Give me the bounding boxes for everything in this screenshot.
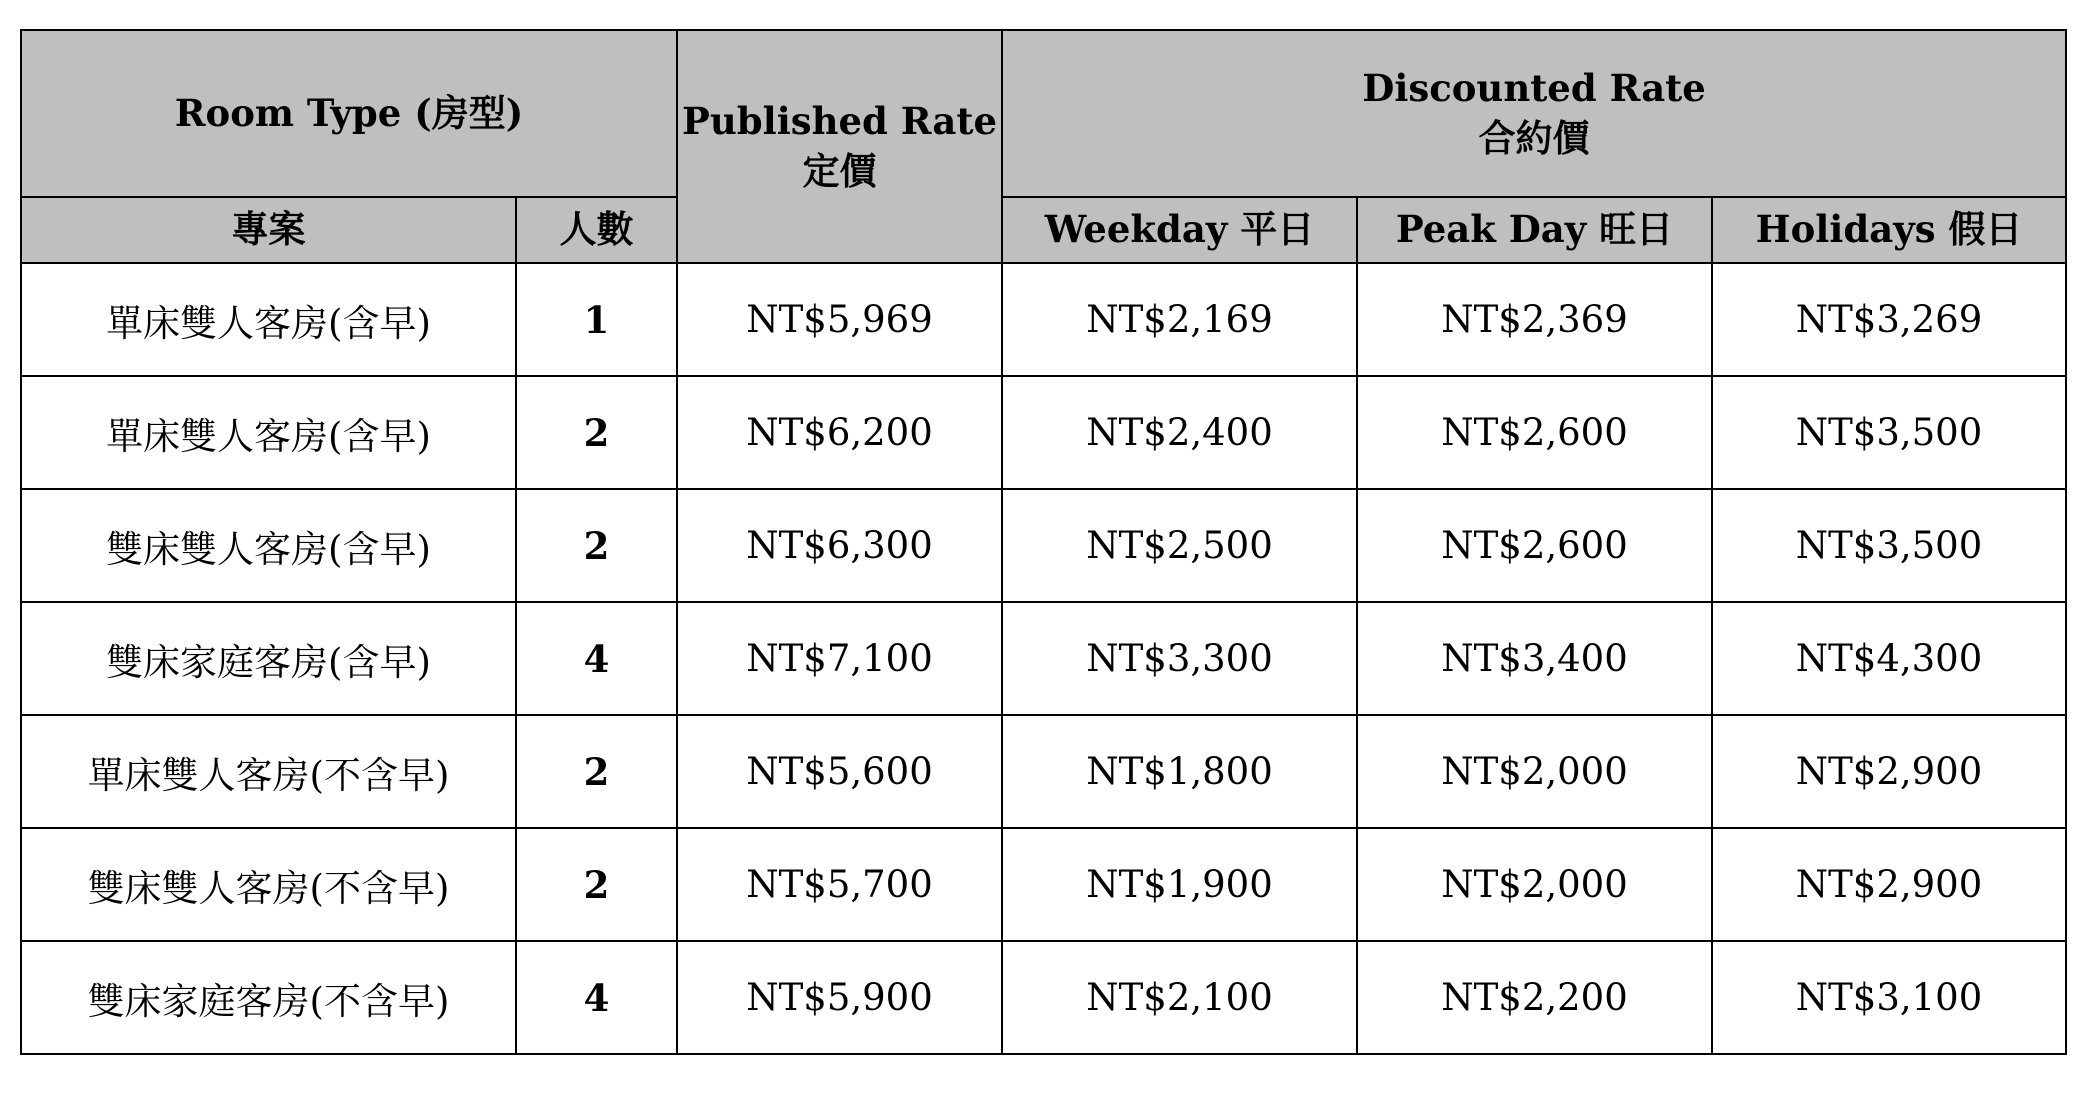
cell-peak-day-rate: NT$3,400	[1357, 602, 1712, 715]
table-row	[21, 715, 2066, 828]
cell-plan: 雙床雙人客房(不含早)	[21, 828, 516, 941]
cell-persons: 2	[516, 489, 677, 602]
cell-published-rate: NT$5,700	[677, 828, 1002, 941]
header-peak-day: Peak Day 旺日	[1357, 197, 1712, 263]
cell-holiday-rate: NT$3,500	[1712, 376, 2066, 489]
header-room-type	[21, 30, 677, 197]
cell-plan: 雙床家庭客房(含早)	[21, 602, 516, 715]
cell-holiday-rate: NT$3,100	[1712, 941, 2066, 1054]
cell-peak-day-rate: NT$2,369	[1357, 263, 1712, 376]
header-room-type-label: Room Type (房型)	[174, 90, 524, 135]
cell-published-rate: NT$5,900	[677, 941, 1002, 1054]
cell-peak-day-rate: NT$2,000	[1357, 715, 1712, 828]
cell-persons: 2	[516, 715, 677, 828]
cell-weekday-rate: NT$2,100	[1002, 941, 1357, 1054]
cell-plan: 雙床家庭客房(不含早)	[21, 941, 516, 1054]
header-weekday: Weekday 平日	[1002, 197, 1357, 263]
cell-published-rate: NT$5,969	[677, 263, 1002, 376]
cell-published-rate: NT$6,200	[677, 376, 1002, 489]
cell-peak-day-rate: NT$2,600	[1357, 376, 1712, 489]
cell-published-rate: NT$5,600	[677, 715, 1002, 828]
cell-weekday-rate: NT$2,169	[1002, 263, 1357, 376]
cell-holiday-rate: NT$2,900	[1712, 715, 2066, 828]
room-rate-table	[20, 29, 2067, 1055]
cell-plan: 雙床雙人客房(含早)	[21, 489, 516, 602]
header-discounted-rate	[1002, 30, 2066, 197]
header-holidays: Holidays 假日	[1712, 197, 2066, 263]
header-published-rate-zh: 定價	[802, 148, 877, 193]
cell-persons: 2	[516, 828, 677, 941]
header-plan: 專案	[21, 197, 516, 263]
cell-published-rate: NT$7,100	[677, 602, 1002, 715]
cell-persons: 2	[516, 376, 677, 489]
table-row	[21, 941, 2066, 1054]
cell-plan: 單床雙人客房(含早)	[21, 263, 516, 376]
cell-plan: 單床雙人客房(含早)	[21, 376, 516, 489]
cell-plan: 單床雙人客房(不含早)	[21, 715, 516, 828]
table-row	[21, 263, 2066, 376]
header-discounted-rate-en: Discounted Rate	[1362, 65, 1706, 110]
header-discounted-rate-zh: 合約價	[1478, 115, 1590, 160]
cell-weekday-rate: NT$2,400	[1002, 376, 1357, 489]
cell-persons: 1	[516, 263, 677, 376]
cell-weekday-rate: NT$2,500	[1002, 489, 1357, 602]
cell-peak-day-rate: NT$2,000	[1357, 828, 1712, 941]
cell-weekday-rate: NT$1,800	[1002, 715, 1357, 828]
header-published-rate	[677, 30, 1002, 263]
cell-holiday-rate: NT$2,900	[1712, 828, 2066, 941]
cell-peak-day-rate: NT$2,600	[1357, 489, 1712, 602]
cell-holiday-rate: NT$3,269	[1712, 263, 2066, 376]
cell-persons: 4	[516, 941, 677, 1054]
cell-holiday-rate: NT$3,500	[1712, 489, 2066, 602]
cell-weekday-rate: NT$1,900	[1002, 828, 1357, 941]
cell-peak-day-rate: NT$2,200	[1357, 941, 1712, 1054]
table-row	[21, 602, 2066, 715]
header-published-rate-en: Published Rate	[682, 98, 997, 143]
cell-holiday-rate: NT$4,300	[1712, 602, 2066, 715]
table-row	[21, 828, 2066, 941]
cell-persons: 4	[516, 602, 677, 715]
cell-published-rate: NT$6,300	[677, 489, 1002, 602]
table-row	[21, 376, 2066, 489]
table-row	[21, 489, 2066, 602]
header-persons: 人數	[516, 197, 677, 263]
cell-weekday-rate: NT$3,300	[1002, 602, 1357, 715]
